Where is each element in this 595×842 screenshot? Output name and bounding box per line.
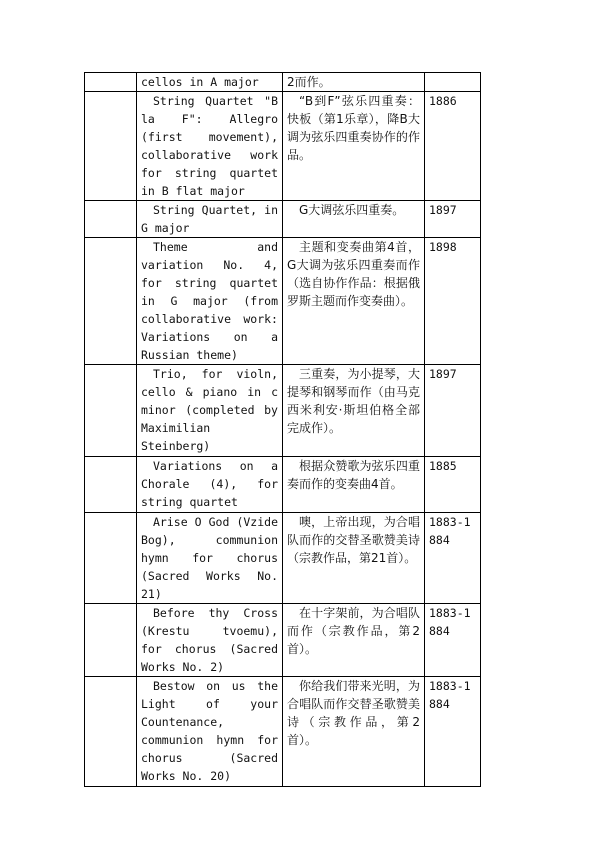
chinese-title-cell (283, 238, 425, 365)
english-title-cell (137, 604, 283, 677)
year-cell (425, 73, 481, 92)
year: 1883-1884 (429, 515, 471, 547)
english-title-cell (137, 677, 283, 787)
chinese-title: G大调弦乐四重奏。 (299, 203, 405, 217)
index-cell (85, 457, 137, 513)
index-cell (85, 677, 137, 787)
year: 1897 (429, 203, 457, 217)
english-title: String Quartet "B la F": Allegro (first movement), collaborative work for string quartet in B flat major (141, 94, 278, 198)
english-title: Before thy Cross (Krestu tvoemu), for chorus (Sacred Works No. 2) (141, 606, 278, 674)
index-cell (85, 92, 137, 201)
works-table (84, 72, 481, 787)
index-cell (85, 201, 137, 238)
year: 1883-1884 (429, 606, 471, 638)
index-cell (85, 604, 137, 677)
chinese-title: 三重奏，为小提琴，大提琴和钢琴而作（由马克西米利安·斯坦伯格全部完成作）。 (287, 367, 420, 435)
year-cell (425, 238, 481, 365)
table-row (85, 677, 481, 787)
table-row (85, 238, 481, 365)
chinese-title: 在十字架前，为合唱队而作（宗教作品，第2首）。 (287, 606, 420, 656)
table-row (85, 201, 481, 238)
english-title-cell (137, 513, 283, 604)
year: 1885 (429, 459, 457, 473)
year-cell (425, 365, 481, 457)
chinese-title: 你给我们带来光明，为合唱队而作交替圣歌赞美诗（宗教作品，第2首）。 (287, 679, 420, 747)
chinese-title-cell (283, 92, 425, 201)
english-title-cell (137, 457, 283, 513)
english-title: Bestow on us the Light of your Countenance, communion hymn for chorus (Sacred Works No. 20) (141, 679, 278, 783)
table-row (85, 513, 481, 604)
english-title-cell (137, 73, 283, 92)
index-cell (85, 513, 137, 604)
english-title: Variations on a Chorale (4), for string quartet (141, 459, 278, 509)
english-title: Arise O God (Vzide Bog), communion hymn for chorus (Sacred Works No. 21) (141, 515, 278, 601)
chinese-title: 2而作。 (287, 75, 331, 89)
chinese-title: “B到F”弦乐四重奏：快板（第1乐章），降B大调为弦乐四重奏协作的作品。 (287, 94, 420, 162)
chinese-title-cell (283, 365, 425, 457)
year-cell (425, 92, 481, 201)
table-row (85, 457, 481, 513)
year-cell (425, 201, 481, 238)
english-title-cell (137, 92, 283, 201)
year-cell (425, 513, 481, 604)
english-title: cellos in A major (141, 75, 259, 89)
table-row (85, 365, 481, 457)
table-row (85, 92, 481, 201)
chinese-title-cell (283, 677, 425, 787)
year: 1897 (429, 367, 457, 381)
year: 1883-1884 (429, 679, 471, 711)
year: 1898 (429, 240, 457, 254)
english-title-cell (137, 238, 283, 365)
english-title-cell (137, 365, 283, 457)
table-row (85, 604, 481, 677)
index-cell (85, 73, 137, 92)
table-row (85, 73, 481, 92)
year: 1886 (429, 94, 457, 108)
chinese-title: 噢，上帝出现，为合唱队而作的交替圣歌赞美诗（宗教作品，第21首）。 (287, 515, 420, 565)
index-cell (85, 365, 137, 457)
chinese-title: 根据众赞歌为弦乐四重奏而作的变奏曲4首。 (287, 459, 420, 491)
index-cell (85, 238, 137, 365)
chinese-title-cell (283, 457, 425, 513)
english-title: Theme and variation No. 4, for string quartet in G major (from collaborative work: Variations on a Russian theme) (141, 240, 278, 362)
year-cell (425, 677, 481, 787)
chinese-title: 主题和变奏曲第4首，G大调为弦乐四重奏而作（选自协作作品：根据俄罗斯主题而作变奏曲）。 (287, 240, 420, 308)
english-title: Trio, for violn, cello & piano in c minor (completed by Maximilian Steinberg) (141, 367, 278, 453)
year-cell (425, 457, 481, 513)
chinese-title-cell (283, 604, 425, 677)
chinese-title-cell (283, 201, 425, 238)
english-title: String Quartet, in G major (141, 203, 278, 235)
year-cell (425, 604, 481, 677)
chinese-title-cell (283, 513, 425, 604)
english-title-cell (137, 201, 283, 238)
chinese-title-cell (283, 73, 425, 92)
